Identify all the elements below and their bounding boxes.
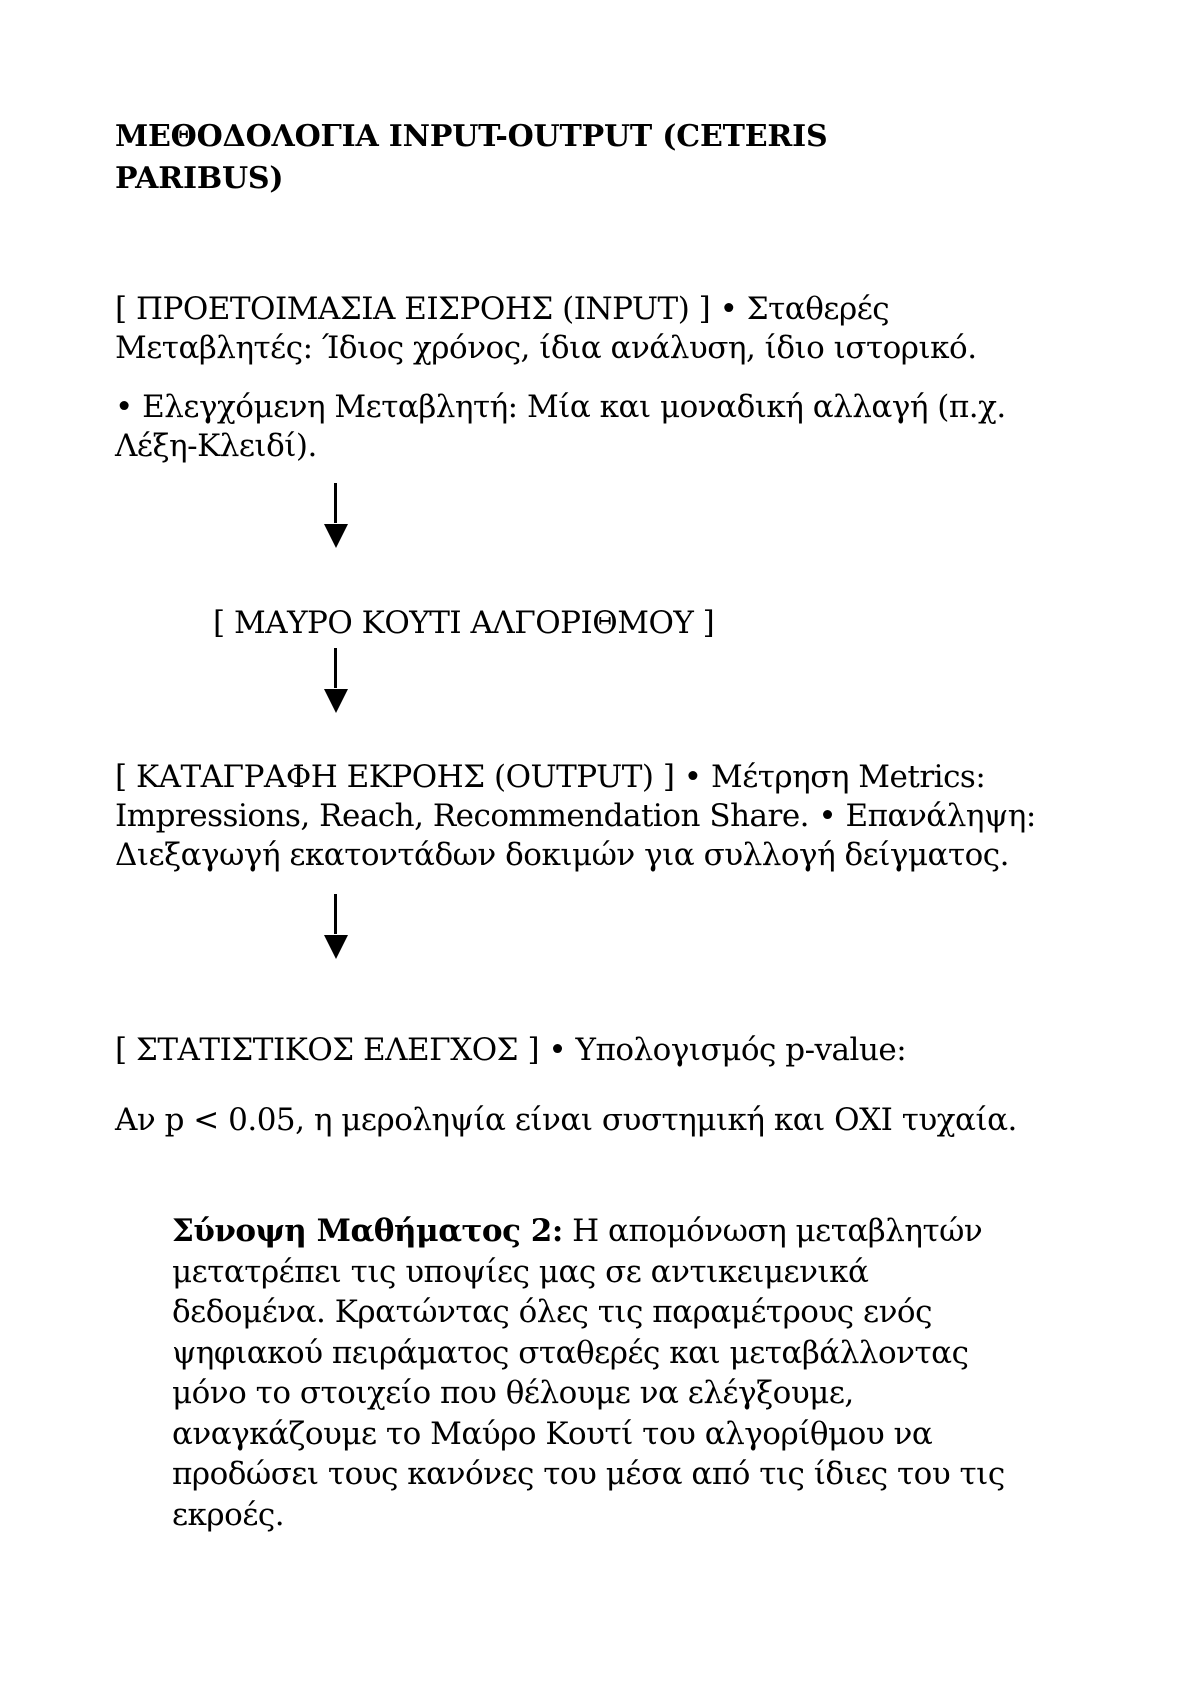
summary-line-8: εκροές. (172, 1496, 285, 1533)
summary-line-4: ψηφιακού πειράματος σταθερές και μεταβάλλοντας (172, 1334, 969, 1371)
summary-line-2: μετατρέπει τις υποψίες μας σε αντικειμενικά (172, 1253, 869, 1290)
down-arrow-icon (321, 894, 351, 960)
input-line-1: [ ΠΡΟΕΤΟΙΜΑΣΙΑ ΕΙΣΡΟΗΣ (INPUT) ] • Σταθερές (115, 291, 890, 327)
input-block-controlled-variable (115, 388, 1006, 466)
input-line-2: Μεταβλητές: Ίδιος χρόνος, ίδια ανάλυση, ίδιο ιστορικό. (115, 330, 977, 366)
black-box-block (213, 604, 714, 643)
stats-block (115, 1031, 906, 1070)
page-title-line-1: ΜΕΘΟΔΟΛΟΓΙΑ INPUT-OUTPUT (CETERIS (115, 119, 828, 154)
input-block (115, 290, 977, 368)
down-arrow-icon (321, 483, 351, 549)
page-title (115, 116, 995, 200)
output-block (115, 758, 1036, 875)
input-line-4: Λέξη-Κλειδί). (115, 428, 317, 464)
summary-line-3: δεδομένα. Κρατώντας όλες τις παραμέτρους ενός (172, 1294, 932, 1330)
page-title-line-2: PARIBUS) (115, 161, 284, 196)
input-line-3: • Ελεγχόμενη Μεταβλητή: Μία και μοναδική αλλαγή (π.χ. (115, 389, 1006, 425)
stats-line-2: Αν p < 0.05, η μεροληψία είναι συστημική και ΟΧΙ τυχαία. (115, 1102, 1017, 1138)
lesson-summary (172, 1211, 1052, 1535)
stats-line-1: [ ΣΤΑΤΙΣΤΙΚΟΣ ΕΛΕΓΧΟΣ ] • Υπολογισμός p-value: (115, 1032, 907, 1068)
output-line-3: Διεξαγωγή εκατοντάδων δοκιμών για συλλογή δείγματος. (115, 837, 1010, 873)
down-arrow-icon (321, 648, 351, 714)
summary-line-1-text: Η απομόνωση μεταβλητών (562, 1213, 983, 1249)
summary-line-5: μόνο το στοιχείο που θέλουμε να ελέγξουμε, (172, 1375, 854, 1411)
summary-heading: Σύνοψη Μαθήματος 2: (172, 1213, 563, 1249)
output-line-1: [ ΚΑΤΑΓΡΑΦΗ ΕΚΡΟΗΣ (OUTPUT) ] • Μέτρηση Metrics: (115, 759, 986, 795)
summary-line-6: αναγκάζουμε το Μαύρο Κουτί του αλγορίθμου να (172, 1415, 933, 1452)
summary-line-7: προδώσει τους κανόνες του μέσα από τις ίδιες του τις (172, 1456, 1005, 1492)
summary-line-1 (172, 1211, 1052, 1252)
stats-conclusion (115, 1101, 1017, 1140)
black-box-label: [ ΜΑΥΡΟ ΚΟΥΤΙ ΑΛΓΟΡΙΘΜΟΥ ] (213, 605, 715, 641)
output-line-2: Impressions, Reach, Recommendation Share. • Επανάληψη: (115, 798, 1036, 834)
